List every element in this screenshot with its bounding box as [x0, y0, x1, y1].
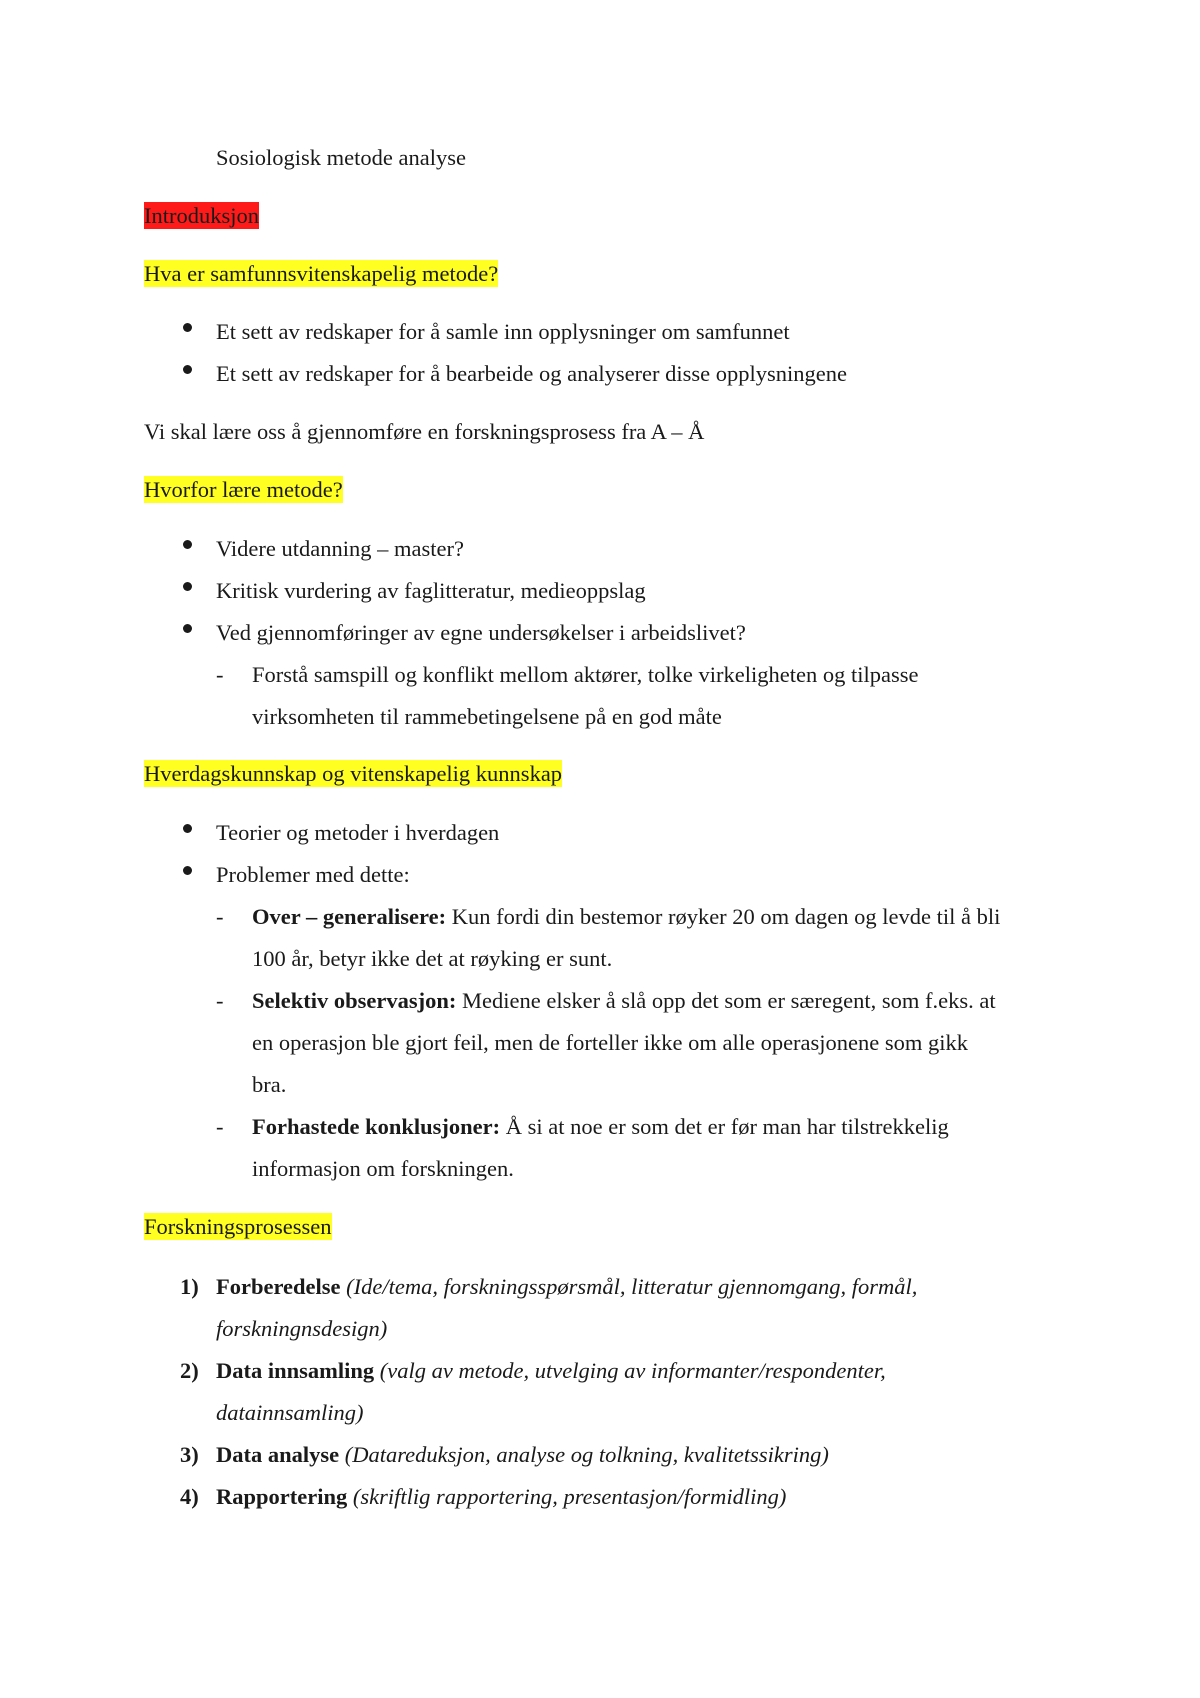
step-term: Forberedelse — [216, 1274, 341, 1299]
term-label: Forhastede konklusjoner: — [252, 1114, 501, 1139]
term-label: Over – generalisere: — [252, 904, 447, 929]
step-number: 3) — [180, 1442, 199, 1467]
sub-item-line: virksomheten til rammebetingelsene på en god måte — [252, 704, 722, 729]
step-line — [216, 1356, 886, 1386]
heading-text: Hverdagskunnskap og vitenskapelig kunnskap — [144, 761, 563, 786]
sub-item-line — [252, 986, 996, 1016]
step-term: Data analyse — [216, 1442, 340, 1467]
list-item: Kritisk vurdering av faglitteratur, medieoppslag — [216, 578, 646, 603]
bullet-icon — [183, 540, 192, 549]
heading-text: Hva er samfunnsvitenskapelig metode? — [144, 261, 499, 286]
dash-marker: - — [216, 904, 224, 929]
sub-item-line: bra. — [252, 1072, 287, 1097]
step-number: 4) — [180, 1484, 199, 1509]
step-detail: datainnsamling) — [216, 1400, 364, 1425]
document-title: Sosiologisk metode analyse — [216, 145, 466, 170]
dash-marker: - — [216, 662, 224, 687]
sub-item-line: informasjon om forskningen. — [252, 1156, 514, 1181]
heading-hvorfor-laere-metode — [144, 475, 343, 505]
list-item: Et sett av redskaper for å bearbeide og analyserer disse opplysningene — [216, 361, 848, 386]
step-line — [216, 1482, 786, 1512]
sub-item-line: 100 år, betyr ikke det at røyking er sunt. — [252, 946, 613, 971]
step-number: 2) — [180, 1358, 199, 1383]
sub-item-line — [252, 902, 1000, 932]
list-item: Et sett av redskaper for å samle inn opplysninger om samfunnet — [216, 319, 790, 344]
step-detail: forskningnsdesign) — [216, 1316, 388, 1341]
list-item: Ved gjennomføringer av egne undersøkelser i arbeidslivet? — [216, 620, 746, 645]
step-detail: (Ide/tema, forskningsspørsmål, litteratur gjennomgang, formål, — [346, 1274, 918, 1299]
dash-marker: - — [216, 1114, 224, 1139]
heading-text: Forskningsprosessen — [144, 1214, 332, 1239]
step-term: Data innsamling — [216, 1358, 375, 1383]
term-text: Kun fordi din bestemor røyker 20 om dagen og levde til å bli — [451, 904, 1001, 929]
heading-introduksjon-text: Introduksjon — [144, 203, 259, 228]
step-detail: (valg av metode, utvelging av informanter/respondenter, — [379, 1358, 886, 1383]
heading-introduksjon — [144, 201, 259, 231]
paragraph: Vi skal lære oss å gjennomføre en forskningsprosess fra A – Å — [144, 419, 705, 444]
bullet-icon — [183, 365, 192, 374]
bullet-icon — [183, 866, 192, 875]
heading-forskningsprosessen — [144, 1212, 332, 1242]
step-line — [216, 1440, 829, 1470]
term-text: Å si at noe er som det er før man har tilstrekkelig — [505, 1114, 949, 1139]
bullet-icon — [183, 824, 192, 833]
sub-item-line: Forstå samspill og konflikt mellom aktører, tolke virkeligheten og tilpasse — [252, 662, 919, 687]
sub-item-line: en operasjon ble gjort feil, men de forteller ikke om alle operasjonene som gikk — [252, 1030, 969, 1055]
term-text: Mediene elsker å slå opp det som er særegent, som f.eks. at — [462, 988, 996, 1013]
step-line — [216, 1272, 917, 1302]
step-line — [216, 1398, 364, 1428]
term-label: Selektiv observasjon: — [252, 988, 457, 1013]
heading-samfunnsvitenskapelig-metode — [144, 259, 498, 289]
bullet-icon — [183, 582, 192, 591]
bullet-icon — [183, 624, 192, 633]
sub-item-line — [252, 1112, 949, 1142]
list-item: Problemer med dette: — [216, 862, 410, 887]
step-line — [216, 1314, 387, 1344]
step-detail: (skriftlig rapportering, presentasjon/formidling) — [352, 1484, 787, 1509]
step-term: Rapportering — [216, 1484, 348, 1509]
list-item: Teorier og metoder i hverdagen — [216, 820, 500, 845]
list-item: Videre utdanning – master? — [216, 536, 464, 561]
step-detail: (Datareduksjon, analyse og tolkning, kvalitetssikring) — [344, 1442, 829, 1467]
bullet-icon — [183, 323, 192, 332]
heading-hverdagskunnskap — [144, 759, 562, 789]
dash-marker: - — [216, 988, 224, 1013]
step-number: 1) — [180, 1274, 199, 1299]
heading-text: Hvorfor lære metode? — [144, 477, 343, 502]
